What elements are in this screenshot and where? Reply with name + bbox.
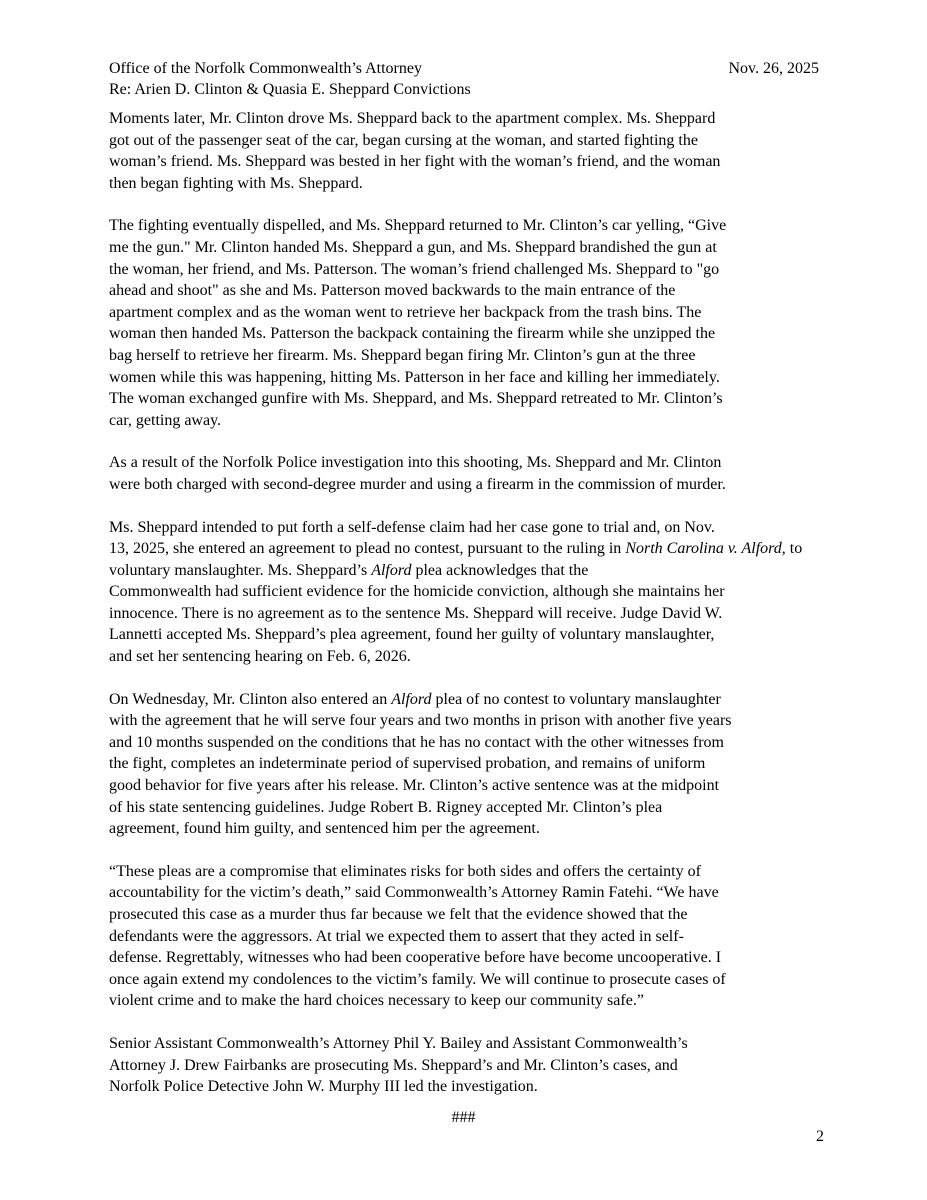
paragraph-7 [109, 1033, 819, 1098]
text-line: good behavior for five years after his release. Mr. Clinton’s active sentence was at the midpoint [109, 777, 720, 795]
text-line: apartment complex and as the woman went to retrieve her backpack from the trash bins. The [109, 303, 702, 321]
text-line: defendants were the aggressors. At trial we expected them to assert that they acted in self- [109, 927, 684, 945]
text-line: women while this was happening, hitting Ms. Patterson in her face and killing her immediately. [109, 368, 720, 386]
text-line: “These pleas are a compromise that eliminates risks for both sides and offers the certainty of [109, 862, 701, 880]
text-line: 13, 2025, she entered an agreement to plead no contest, pursuant to the ruling in [109, 540, 622, 558]
text-line: violent crime and to make the hard choices necessary to keep our community safe.” [109, 992, 644, 1010]
document-body [109, 108, 819, 1119]
text-line: once again extend my condolences to the victim’s family. We will continue to prosecute cases of [109, 970, 726, 988]
text-line: then began fighting with Ms. Sheppard. [109, 174, 363, 192]
text-line: Attorney J. Drew Fairbanks are prosecuting Ms. Sheppard’s and Mr. Clinton’s cases, and [109, 1056, 678, 1074]
header-subject: Re: Arien D. Clinton & Quasia E. Sheppard Convictions [109, 81, 471, 98]
text-line: innocence. There is no agreement as to the sentence Ms. Sheppard will receive. Judge David W. [109, 604, 723, 622]
paragraph-1 [109, 108, 819, 194]
text-fragment: On Wednesday, Mr. Clinton also entered an [109, 690, 388, 708]
text-fragment: , to voluntary manslaughter. Ms. Sheppard’s [109, 540, 803, 579]
alford-term: Alford [391, 690, 432, 708]
text-line: Moments later, Mr. Clinton drove Ms. Sheppard back to the apartment complex. Ms. Sheppard [109, 110, 716, 127]
text-line: Commonwealth had sufficient evidence for the homicide conviction, although she maintains her [109, 583, 725, 601]
text-line: Ms. Sheppard intended to put forth a self-defense claim had her case gone to trial and, on Nov. [109, 518, 715, 536]
text-fragment: plea of no contest to voluntary manslaughter [435, 690, 721, 708]
text-line: prosecuted this case as a murder thus far because we felt that the evidence showed that the [109, 906, 688, 923]
paragraph-4 [109, 517, 819, 668]
paragraph-2 [109, 215, 819, 431]
text-line: Norfolk Police Detective John W. Murphy III led the investigation. [109, 1078, 538, 1096]
text-line: defense. Regrettably, witnesses who had been cooperative before have become uncooperative. I [109, 949, 722, 967]
text-line: and set her sentencing hearing on Feb. 6, 2026. [109, 648, 411, 666]
text-line: me the gun." Mr. Clinton handed Ms. Sheppard a gun, and Ms. Sheppard brandished the gun at [109, 238, 717, 256]
text-line: the woman, her friend, and Ms. Patterson. The woman’s friend challenged Ms. Sheppard to "go [109, 260, 720, 278]
text-line: woman’s friend. Ms. Sheppard was bested in her fight with the woman’s friend, and the woman [109, 153, 721, 171]
paragraph-6 [109, 861, 819, 1012]
text-fragment: plea acknowledges that the [415, 561, 589, 579]
text-line: Senior Assistant Commonwealth’s Attorney Phil Y. Bailey and Assistant Commonwealth’s [109, 1034, 688, 1052]
text-line: Lannetti accepted Ms. Sheppard’s plea agreement, found her guilty of voluntary manslaughter, [109, 626, 715, 644]
case-citation-part-1: North Carolina [625, 540, 724, 558]
end-of-release-mark: ### [451, 1109, 476, 1126]
text-line: bag herself to retrieve her firearm. Ms. Sheppard began firing Mr. Clinton’s gun at the three [109, 346, 696, 364]
alford-term: Alford [371, 561, 412, 579]
text-line: the fight, completes an indeterminate period of supervised probation, and remains of uniform [109, 755, 706, 773]
header-date: Nov. 26, 2025 [728, 60, 819, 77]
paragraph-3 [109, 452, 819, 495]
page-number: 2 [816, 1128, 824, 1145]
text-line: ahead and shoot" as she and Ms. Patterson moved backwards to the main entrance of the [109, 282, 676, 300]
text-line: were both charged with second-degree murder and using a firearm in the commission of murder. [109, 475, 726, 493]
text-line: woman then handed Ms. Patterson the backpack containing the firearm while she unzipped the [109, 325, 716, 343]
text-line: The woman exchanged gunfire with Ms. Sheppard, and Ms. Sheppard retreated to Mr. Clinton’s [109, 390, 723, 408]
paragraph-5 [109, 689, 819, 840]
text-line: agreement, found him guilty, and sentenced him per the agreement. [109, 820, 540, 838]
text-line: The fighting eventually dispelled, and Ms. Sheppard returned to Mr. Clinton’s car yelling, “Give [109, 217, 727, 235]
case-citation-part-2: v. Alford [727, 540, 782, 558]
text-line: with the agreement that he will serve four years and two months in prison with another five years [109, 712, 732, 730]
text-line: As a result of the Norfolk Police investigation into this shooting, Ms. Sheppard and Mr. Clinton [109, 454, 722, 472]
text-line: and 10 months suspended on the conditions that he has no contact with the other witnesses from [109, 733, 724, 751]
text-line: got out of the passenger seat of the car, began cursing at the woman, and started fighting the [109, 131, 698, 149]
text-line: car, getting away. [109, 411, 222, 429]
text-line: accountability for the victim’s death,” said Commonwealth’s Attorney Ramin Fatehi. “We have [109, 884, 719, 902]
text-line: of his state sentencing guidelines. Judge Robert B. Rigney accepted Mr. Clinton’s plea [109, 798, 663, 816]
header-office: Office of the Norfolk Commonwealth’s Attorney [109, 60, 422, 77]
